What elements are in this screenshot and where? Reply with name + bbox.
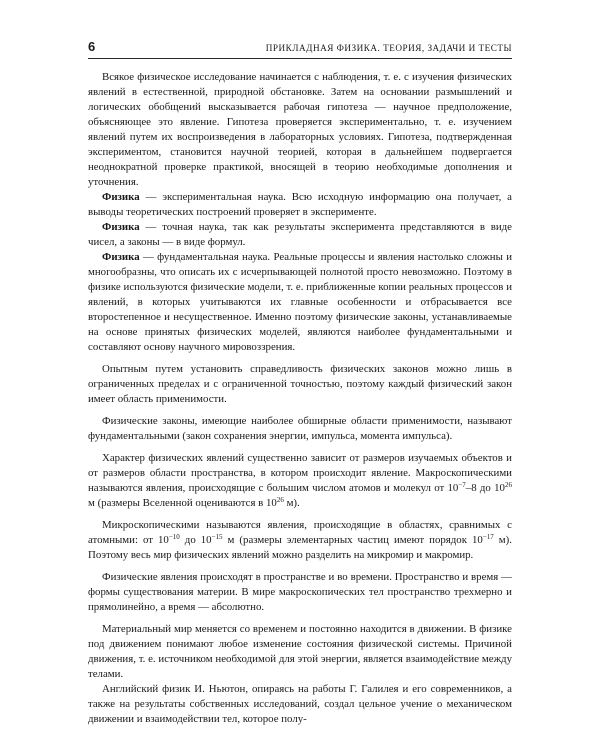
exponent: 26 [276,496,284,504]
term-physics: Физика [102,251,140,263]
paragraph-applicability: Опытным путем установить справедливость физических законов можно лишь в ограниченных пределах и с ограниченной точностью, поэтому каждый физический закон имеет область применимости. [88,363,512,405]
text-run: Микроскопическими называются явления, происходящие в областях, сравнимых с атомными: от 10 [88,519,512,546]
text-run: м (размеры Вселенной оцениваются в 10 [88,497,277,509]
text-run: м (размеры элементарных частиц имеют порядок 10 [222,534,483,546]
paragraph-text: — точная наука, так как результаты эксперимента представляются в виде чисел, а законы — в виде формул. [88,221,512,248]
term-physics: Физика [102,191,140,203]
running-title: ПРИКЛАДНАЯ ФИЗИКА. ТЕОРИЯ, ЗАДАЧИ И ТЕСТЫ [265,43,512,53]
exponent: 26 [504,481,512,489]
exponent: −15 [211,533,223,541]
paragraph-observation: Всякое физическое исследование начинается с наблюдения, т. е. с изучения физических явлений в естественной, природной обстановке. Затем на основании размышлений и логических обобщений высказывается рабочая гипотеза — научное предположение, объясняющее это явление. Гипотеза проверяется экспериментально, т. е. изучением явлений путем их воспроизведения в лабораторных условиях. Гипотеза, подтвержденная экспериментом, становится научной теорией, которая в дальнейшем подвергается неоднократной проверке практикой, вносящей в теорию необходимые дополнения и уточнения. [88,71,512,188]
text-run: до 10 [179,534,212,546]
term-physics: Физика [102,221,140,233]
paragraph-experimental-science [88,190,512,220]
paragraph-exact-science [88,220,512,250]
paragraph-macroscopic [88,451,512,511]
text-run: – [465,482,472,494]
text-run: до 10 [476,482,505,494]
paragraph-text: — экспериментальная наука. Всю исходную информацию она получает, а выводы теоретических построений проверяет в эксперименте. [88,191,512,218]
paragraph-microscopic [88,518,512,563]
paragraph-fundamental-science [88,250,512,355]
paragraph-newton: Английский физик И. Ньютон, опираясь на работы Г. Галилея и его современников, а также на результаты собственных исследований, создал цельное учение о механическом движении и взаимодействии тел, которое полу- [88,683,512,725]
exponent: −10 [168,533,180,541]
exponent: −17 [482,533,494,541]
text-run: м). Поэтому весь мир физических явлений можно разделить на микромир и макромир. [88,534,512,561]
page-header [88,40,512,59]
paragraph-fundamental-laws: Физические законы, имеющие наиболее обширные области применимости, называют фундаментальными (закон сохранения энергии, импульса, момента импульса). [88,415,512,442]
body-text [88,70,512,727]
text-run: м). [283,497,300,509]
paragraph-motion: Материальный мир меняется со временем и постоянно находится в движении. В физике под движением понимают любое изменение состояния физической системы. Причиной движения, т. е. источником необходимой для этой энергии, является взаимодействие между телами. [88,623,512,680]
page-number: 6 [88,39,96,54]
text-run: Характер физических явлений существенно зависит от размеров изучаемых объектов и от размеров области пространства, в котором происходит явление. Макроскопическими называются явления, происходящие с большим числом атомов и молекул от 10 [88,452,512,494]
exponent: −7 [458,481,466,489]
text-run: 8 [471,482,477,494]
paragraph-space-time: Физические явления происходят в пространстве и во времени. Пространство и время — формы существования материи. В мире макроскопических тел пространство трехмерно и прямолинейно, а время — абсолютно. [88,571,512,613]
paragraph-text: — фундаментальная наука. Реальные процессы и явления настолько сложны и многообразны, что описать их с исчерпывающей полнотой просто невозможно. Поэтому в физике используются физические модели, т. е. приближенные копии реальных процессов и явлений, в которых учитываются их главные особенности и отбрасывается все второстепенное и несущественное. Именно поэтому физические законы, устанавливаемые на основе принятых физических моделей, являются наиболее фундаментальными и составляют основу научного мировоззрения. [88,251,512,353]
